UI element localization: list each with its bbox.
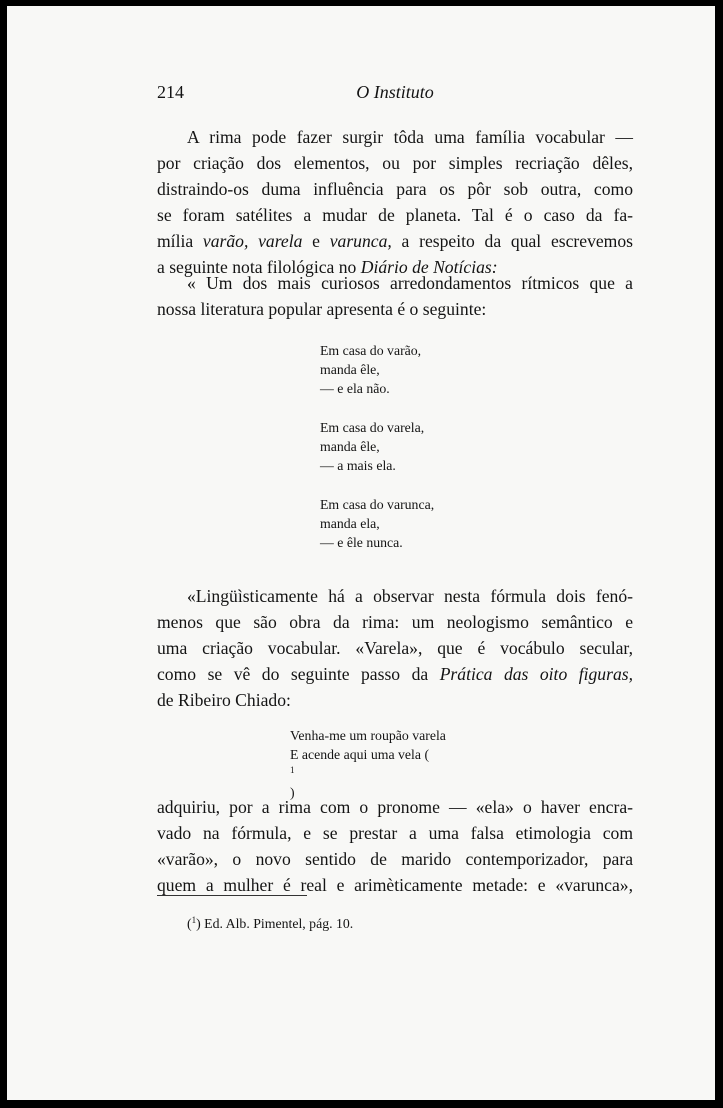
verse-line: Em casa do varunca,	[320, 497, 435, 512]
footnote-text: Ed. Alb. Pimentel, pág. 10.	[200, 916, 354, 931]
verse-line: manda êle,	[320, 362, 380, 377]
running-title: O Instituto	[356, 82, 434, 102]
text-line: uma criação vocabular. «Varela», que é vocábulo secular,	[157, 638, 633, 658]
text-line: a seguinte nota filológica no Diário de Notícias:	[157, 257, 498, 277]
verse-line: manda ela,	[320, 516, 380, 531]
text-line: adquiriu, por a rima com o pronome — «ela» o haver encra-	[157, 797, 633, 817]
text-line: de Ribeiro Chiado:	[157, 690, 291, 710]
paragraph-1	[157, 124, 633, 280]
book-page	[7, 6, 715, 1100]
text-line: «Lingüìsticamente há a observar nesta fórmula dois fenó-	[187, 586, 633, 606]
verse-line: E acende aqui uma vela ( $^1$ )	[290, 747, 430, 800]
text-line: se foram satélites a mudar de planeta. Tal é o caso da fa-	[157, 205, 633, 225]
verse-line: — e ela não.	[320, 381, 390, 396]
verse-line: — a mais ela.	[320, 458, 396, 473]
text-line: «varão», o novo sentido de marido contemporizador, para	[157, 849, 633, 869]
verse-line: manda êle,	[320, 439, 380, 454]
newspaper-title: Diário de Notícias:	[360, 257, 498, 277]
page-number: 214	[157, 82, 184, 102]
text-line: nossa literatura popular apresenta é o seguinte:	[157, 299, 487, 319]
text-line: quem a mulher é real e arimèticamente metade: e «varunca»,	[157, 875, 633, 895]
verse-line: — e êle nunca.	[320, 535, 403, 550]
verse-line: Em casa do varão,	[320, 343, 422, 358]
text-line: vado na fórmula, e se prestar a uma falsa etimologia com	[157, 823, 633, 843]
verse-line: Venha-me um roupão varela	[290, 728, 446, 743]
text-line: distraindo-os duma influência para os pôr sob outra, como	[157, 179, 633, 199]
quoted-verse	[290, 726, 446, 802]
text-line: « Um dos mais curiosos arredondamentos rítmicos que a	[187, 273, 633, 293]
text-line: menos que são obra da rima: um neologismo semântico e	[157, 612, 633, 632]
italic-words: varão, varela	[202, 231, 303, 251]
poem-stanza-1	[320, 341, 421, 398]
poem-stanza-3	[320, 495, 434, 552]
footnote-divider	[157, 895, 307, 896]
text-line: como se vê do seguinte passo da Prática das oito figuras,	[157, 664, 633, 684]
paragraph-3	[157, 583, 633, 713]
text-line: A rima pode fazer surgir tôda uma família vocabular —	[187, 127, 633, 147]
paragraph-4	[157, 794, 633, 898]
footnote: ($^1$) Ed. Alb. Pimentel, pág. 10.	[187, 915, 354, 931]
italic-word: varunca,	[329, 231, 392, 251]
poem-stanza-2	[320, 418, 424, 475]
book-title: Prática das oito figuras,	[439, 664, 633, 684]
text-line: mília varão, varela e varunca, a respeito da qual escrevemos	[157, 231, 634, 251]
text-line: por criação dos elementos, ou por simples recriação dêles,	[157, 153, 633, 173]
paragraph-2	[157, 270, 633, 322]
verse-line: Em casa do varela,	[320, 420, 425, 435]
footnote-mark: 1	[290, 765, 295, 775]
footnote-mark: 1	[191, 915, 197, 925]
page-header	[157, 82, 633, 108]
